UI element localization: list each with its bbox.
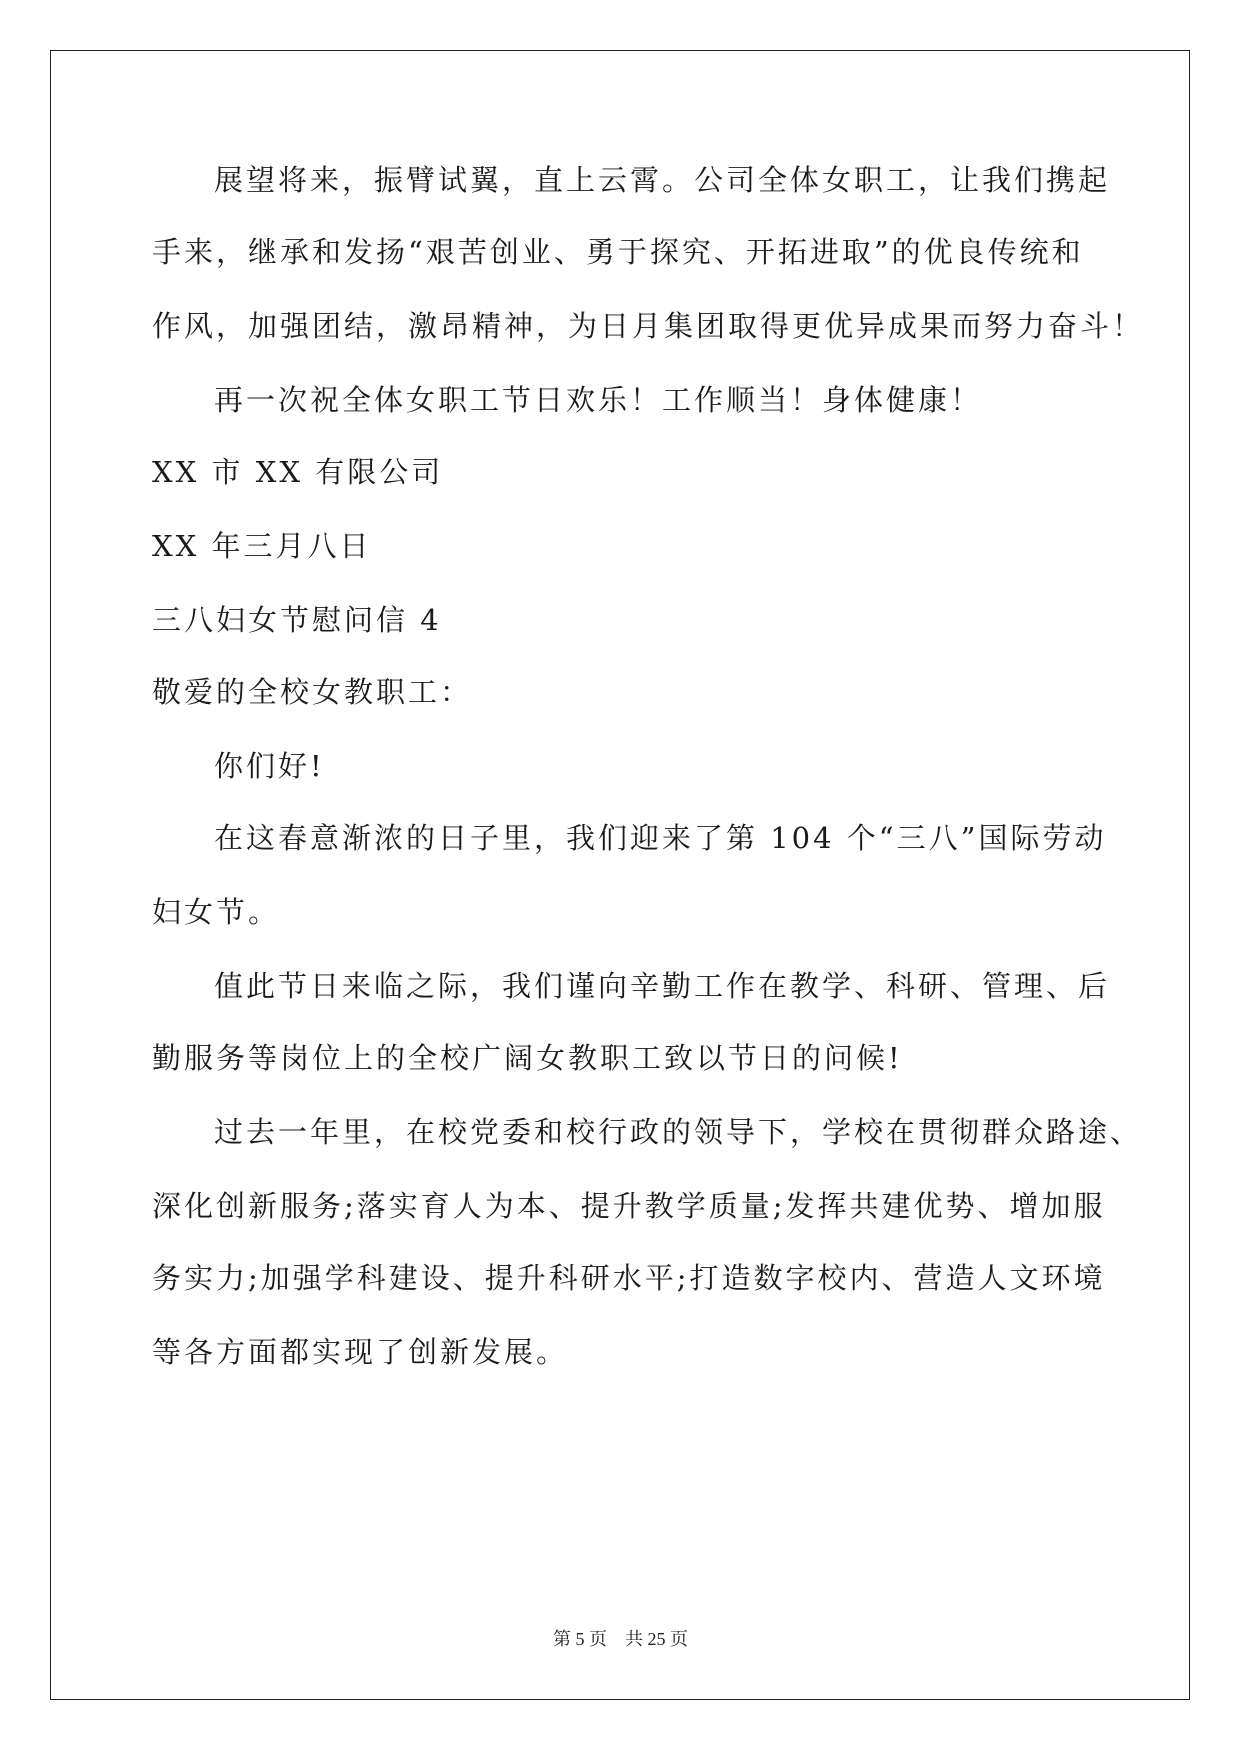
paragraph-line: 手来，继承和发扬“艰苦创业、勇于探究、开拓进取”的优良传统和 — [152, 235, 1084, 269]
paragraph-line: 勤服务等岗位上的全校广阔女教职工致以节日的问候! — [152, 1041, 903, 1075]
paragraph-line: 过去一年里，在校党委和校行政的领导下，学校在贯彻群众路途、 — [214, 1115, 1143, 1149]
salutation: 敬爱的全校女教职工： — [152, 675, 473, 709]
greeting: 你们好! — [214, 749, 325, 783]
paragraph-line: 值此节日来临之际，我们谨向辛勤工作在教学、科研、管理、后 — [214, 969, 1111, 1003]
page-number: 第 5 页 — [553, 1629, 607, 1649]
page-footer — [0, 1625, 1241, 1651]
date-signature: XX 年三月八日 — [152, 529, 372, 563]
paragraph-line: 等各方面都实现了创新发展。 — [152, 1335, 569, 1369]
page-border — [50, 50, 1190, 1700]
section-title: 三八妇女节慰问信 4 — [152, 603, 442, 637]
paragraph-line: 作风，加强团结，激昂精神，为日月集团取得更优异成果而努力奋斗！ — [152, 309, 1145, 343]
paragraph-line: 妇女节。 — [152, 895, 281, 929]
company-signature: XX 市 XX 有限公司 — [152, 455, 444, 489]
paragraph-line: 在这春意渐浓的日子里，我们迎来了第 104 个“三八”国际劳动 — [214, 821, 1107, 855]
page-total: 共 25 页 — [625, 1629, 688, 1649]
paragraph-line: 务实力;加强学科建设、提升科研水平;打造数字校内、营造人文环境 — [152, 1261, 1106, 1295]
paragraph-line: 再一次祝全体女职工节日欢乐！工作顺当！身体健康！ — [214, 383, 983, 417]
paragraph-line: 深化创新服务;落实育人为本、提升教学质量;发挥共建优势、增加服 — [152, 1189, 1106, 1223]
paragraph-line: 展望将来，振臂试翼，直上云霄。公司全体女职工，让我们携起 — [214, 163, 1111, 197]
